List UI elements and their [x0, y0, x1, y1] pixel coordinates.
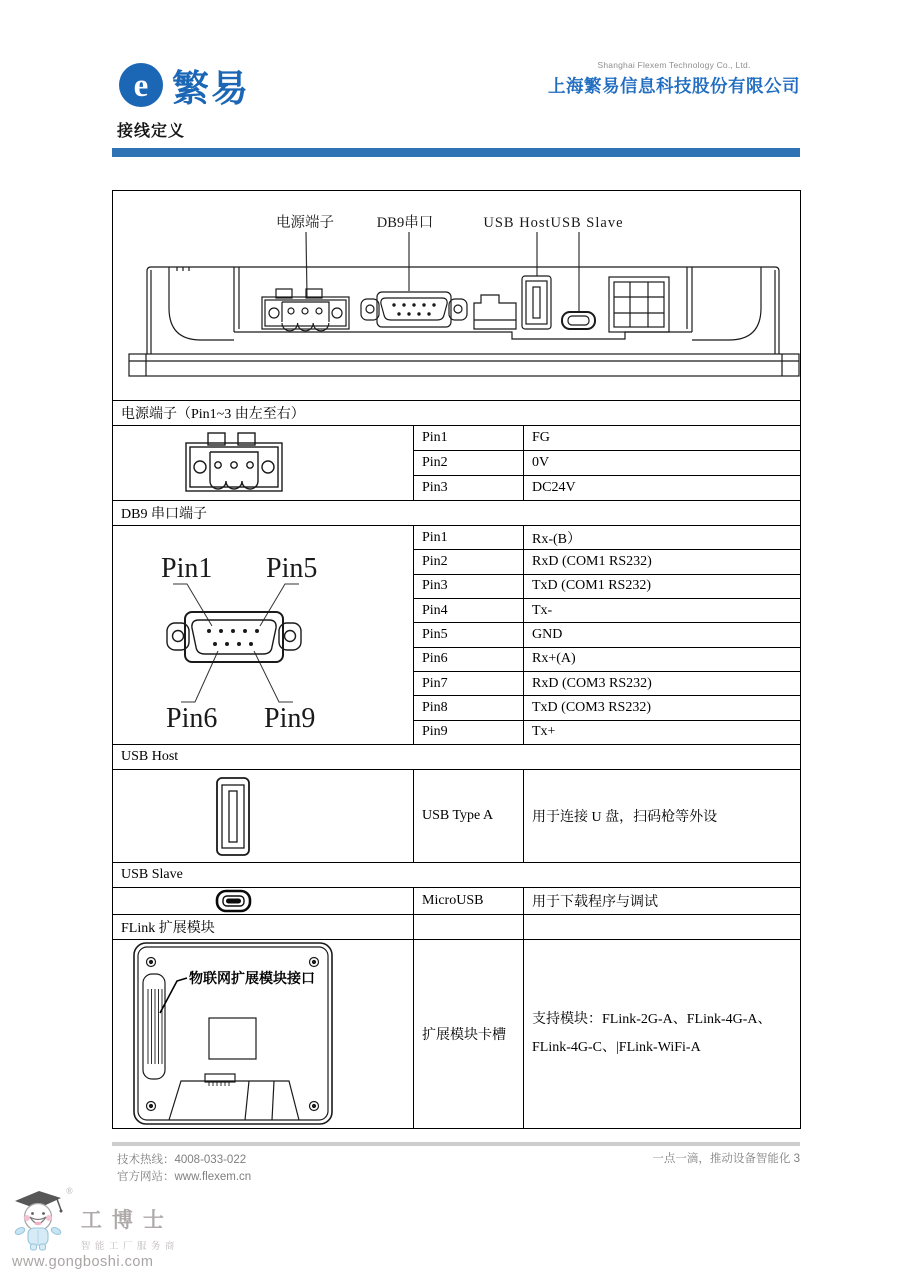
- table-row: [113, 888, 801, 915]
- db9-connector-front: [167, 612, 301, 662]
- micro-usb-icon-cell: [113, 888, 414, 915]
- usb-a-icon: [121, 771, 414, 861]
- db9-pin5-label: Pin5: [266, 553, 318, 584]
- flexem-logo-icon: [118, 62, 164, 108]
- micro-usb-icon: [121, 889, 414, 913]
- db9-pinout-diagram: [121, 527, 414, 743]
- db9-pin9-label: Pin9: [264, 703, 316, 734]
- footer-slogan: 一点一滴，推动设备智能化 3: [652, 1153, 800, 1165]
- usb-host-desc-cell: 用于连接 U 盘，扫码枪等外设: [524, 770, 801, 863]
- value-cell: Tx-: [524, 598, 801, 622]
- value-cell: Rx+(A): [524, 647, 801, 671]
- value-cell: RxD (COM1 RS232): [524, 550, 801, 574]
- wiring-table-wrap: [112, 190, 800, 1129]
- value-cell: TxD (COM1 RS232): [524, 574, 801, 598]
- value-cell: TxD (COM3 RS232): [524, 696, 801, 720]
- footer-divider: [112, 1142, 800, 1146]
- footer-hotline: 技术热线：4008-033-022: [117, 1154, 247, 1166]
- flink-module-drawing: [121, 941, 414, 1127]
- pin-cell: Pin1: [414, 526, 524, 550]
- section-flink: FLink 扩展模块: [113, 915, 414, 940]
- section-usb-slave: USB Slave: [113, 863, 801, 888]
- empty-cell: [414, 915, 524, 940]
- value-cell: FG: [524, 426, 801, 451]
- module-window: [209, 1018, 256, 1059]
- device-bottom-strip: [129, 354, 799, 376]
- pin-cell: Pin6: [414, 647, 524, 671]
- table-row: [113, 401, 801, 426]
- usb-a-port-drawing: [522, 276, 551, 329]
- pin-cell: Pin8: [414, 696, 524, 720]
- device-rear-diagram-cell: [113, 191, 801, 401]
- power-terminal-icon-cell: [113, 426, 414, 501]
- company-name-cn: 上海繁易信息科技股份有限公司: [548, 76, 800, 96]
- company-name-en: Shanghai Flexem Technology Co., Ltd.: [597, 60, 751, 70]
- diagram-label-usb-slave: USB Slave: [550, 215, 624, 231]
- watermark-name: 工博士: [80, 1208, 174, 1232]
- power-terminal-drawing: [262, 289, 349, 331]
- table-row: [113, 915, 801, 940]
- iot-slot-label: 物联网扩展模块接口: [189, 972, 315, 987]
- table-row: [113, 501, 801, 526]
- pin-cell: Pin7: [414, 671, 524, 695]
- footer-website: 官方网站：www.flexem.cn: [117, 1171, 252, 1183]
- pin-cell: Pin1: [414, 426, 524, 451]
- table-row: [113, 770, 801, 863]
- footer: [117, 1152, 800, 1186]
- table-row: [113, 745, 801, 770]
- wiring-definition-table: [112, 190, 801, 1129]
- registered-mark: ®: [66, 1186, 73, 1196]
- card-slot-drawing: [474, 295, 516, 329]
- value-cell: Rx-(B）: [524, 526, 801, 550]
- table-row: [113, 191, 801, 401]
- gongboshi-watermark: [12, 1186, 372, 1270]
- diagram-label-power: 电源端子: [276, 215, 334, 231]
- watermark-texts: [81, 1204, 179, 1252]
- flexem-logo: [118, 58, 250, 112]
- ethernet-port-drawing: [609, 277, 669, 332]
- db9-pin6-label: Pin6: [166, 703, 218, 734]
- company-block: [548, 60, 800, 98]
- pin-cell: Pin5: [414, 623, 524, 647]
- section-power-terminal: 电源端子（Pin1~3 由左至右）: [113, 401, 801, 426]
- diagram-leader-lines: [306, 232, 579, 312]
- db9-pin1-label: Pin1: [161, 553, 213, 584]
- flink-desc-cell: 支持模块：FLink-2G-A、FLink-4G-A、FLink-4G-C、|FLink-WiFi-A: [524, 940, 801, 1129]
- flink-type-cell: 扩展模块卡槽: [414, 940, 524, 1129]
- table-row: [113, 863, 801, 888]
- table-row: [113, 526, 801, 550]
- value-cell: 0V: [524, 451, 801, 476]
- usb-host-type-cell: USB Type A: [414, 770, 524, 863]
- pin-cell: Pin4: [414, 598, 524, 622]
- value-cell: DC24V: [524, 476, 801, 501]
- value-cell: RxD (COM3 RS232): [524, 671, 801, 695]
- db9-icon-cell: [113, 526, 414, 745]
- section-db9: DB9 串口端子: [113, 501, 801, 526]
- diagram-label-db9: DB9串口: [376, 215, 434, 231]
- db9-connector-drawing: [361, 292, 467, 327]
- power-terminal-icon: [121, 427, 414, 499]
- usb-a-icon-cell: [113, 770, 414, 863]
- pin-cell: Pin9: [414, 720, 524, 744]
- device-body-outline: [147, 267, 779, 354]
- bottom-connector-block: [169, 1074, 299, 1120]
- footer-contact: [117, 1152, 251, 1186]
- pin-cell: Pin2: [414, 451, 524, 476]
- empty-cell: [524, 915, 801, 940]
- gongboshi-mascot-icon: [12, 1186, 66, 1252]
- section-usb-host: USB Host: [113, 745, 801, 770]
- table-row: [113, 426, 801, 451]
- db9-leader-lines: [173, 584, 299, 702]
- pin-cell: Pin2: [414, 550, 524, 574]
- value-cell: Tx+: [524, 720, 801, 744]
- micro-usb-port-drawing: [562, 312, 595, 329]
- pin-cell: Pin3: [414, 476, 524, 501]
- iot-slot-leader-line: [160, 978, 187, 1013]
- device-rear-diagram: [121, 192, 801, 399]
- svg-text:e: e: [133, 68, 149, 104]
- table-row: [113, 940, 801, 1129]
- usb-slave-desc-cell: 用于下载程序与调试: [524, 888, 801, 915]
- usb-slave-type-cell: MicroUSB: [414, 888, 524, 915]
- iot-module-slot: [143, 974, 165, 1079]
- value-cell: GND: [524, 623, 801, 647]
- pin-cell: Pin3: [414, 574, 524, 598]
- flink-module-image-cell: [113, 940, 414, 1129]
- logo-text: 繁易: [172, 67, 250, 110]
- title-underline-bar: [112, 148, 800, 157]
- watermark-url: www.gongboshi.com: [12, 1254, 154, 1270]
- page-title: 接线定义: [117, 121, 186, 140]
- watermark-subtitle: 智能工厂服务商: [80, 1241, 179, 1252]
- diagram-label-usb-host: USB Host: [483, 215, 551, 231]
